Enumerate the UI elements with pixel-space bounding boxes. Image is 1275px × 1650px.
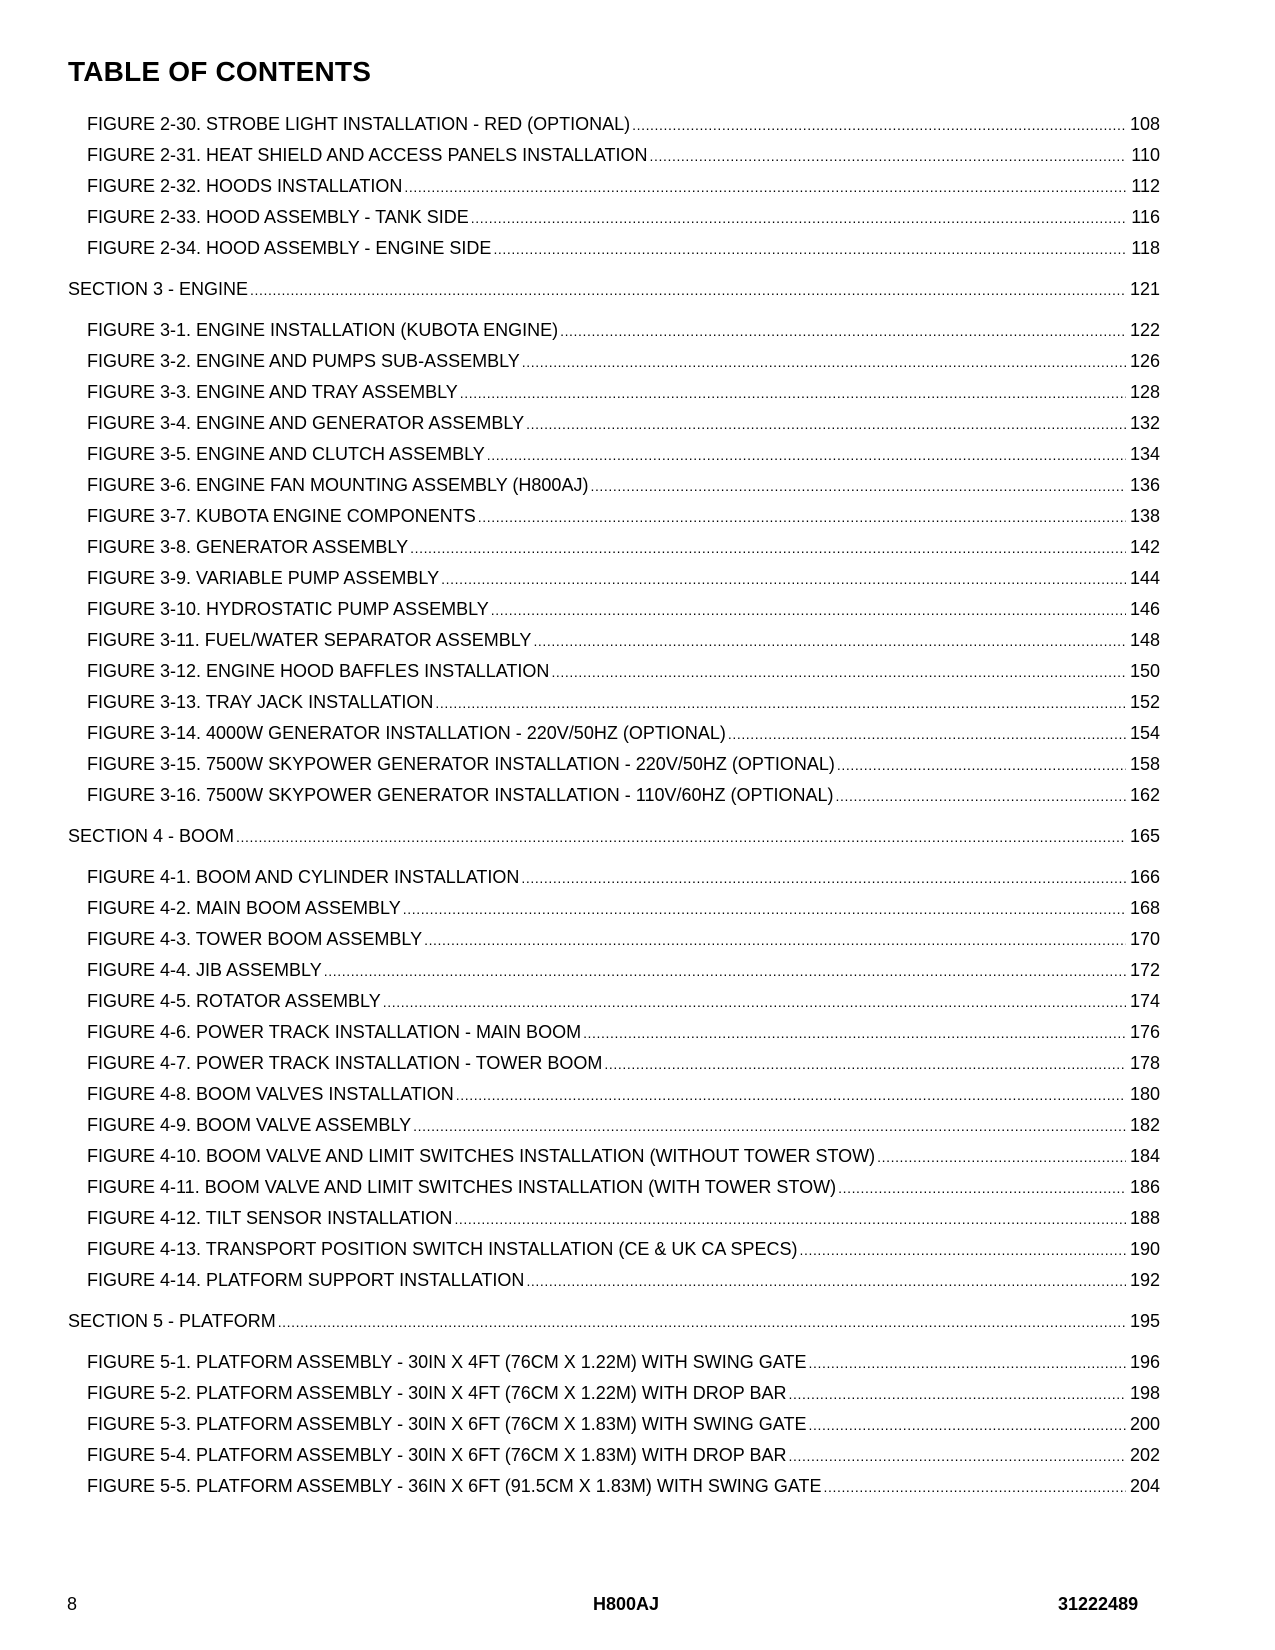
dot-leader [837, 754, 1126, 776]
toc-entry[interactable] [87, 928, 1160, 950]
toc-entry-page: 176 [1129, 1022, 1160, 1042]
dot-leader [471, 207, 1126, 229]
toc-entry-page: 152 [1129, 692, 1160, 712]
toc-entry-label: FIGURE 5-1. PLATFORM ASSEMBLY - 30IN X 4FT (76CM X 1.22M) WITH SWING GATE [87, 1352, 807, 1372]
toc-entry-label: FIGURE 2-31. HEAT SHIELD AND ACCESS PANELS INSTALLATION [87, 145, 648, 165]
toc-entry-label: FIGURE 4-13. TRANSPORT POSITION SWITCH INSTALLATION (CE & UK CA SPECS) [87, 1239, 798, 1259]
toc-entry[interactable] [87, 206, 1160, 228]
toc-entry-label: FIGURE 4-4. JIB ASSEMBLY [87, 960, 322, 980]
toc-entry-page: 122 [1129, 320, 1160, 340]
toc-entry[interactable] [87, 866, 1160, 888]
toc-entry[interactable] [87, 474, 1160, 496]
dot-leader [403, 898, 1126, 920]
footer-document-number: 31222489 [1058, 1594, 1139, 1614]
toc-entry-label: FIGURE 3-5. ENGINE AND CLUTCH ASSEMBLY [87, 444, 485, 464]
dot-leader [460, 382, 1126, 404]
dot-leader [590, 475, 1126, 497]
toc-entry-page: 165 [1129, 826, 1160, 846]
dot-leader [789, 1383, 1127, 1405]
dot-leader [789, 1445, 1127, 1467]
toc-entry-page: 132 [1129, 413, 1160, 433]
toc-entry[interactable] [87, 1021, 1160, 1043]
toc-entry-page: 118 [1131, 238, 1160, 258]
dot-leader [728, 723, 1126, 745]
toc-entry-page: 184 [1129, 1146, 1160, 1166]
toc-entry-label: FIGURE 5-3. PLATFORM ASSEMBLY - 30IN X 6FT (76CM X 1.83M) WITH SWING GATE [87, 1414, 807, 1434]
toc-entry[interactable] [87, 1444, 1160, 1466]
toc-entry-page: 182 [1129, 1115, 1160, 1135]
toc-entry[interactable] [87, 175, 1160, 197]
toc-entry[interactable] [87, 505, 1160, 527]
toc-entry[interactable] [87, 1269, 1160, 1291]
toc-entry[interactable] [87, 1238, 1160, 1260]
toc-entry-label: FIGURE 3-16. 7500W SKYPOWER GENERATOR INSTALLATION - 110V/60HZ (OPTIONAL) [87, 785, 834, 805]
toc-entry-page: 195 [1129, 1311, 1160, 1331]
dot-leader [424, 929, 1126, 951]
toc-entry-label: FIGURE 4-11. BOOM VALVE AND LIMIT SWITCHES INSTALLATION (WITH TOWER STOW) [87, 1177, 837, 1197]
toc-entry-label: FIGURE 3-2. ENGINE AND PUMPS SUB-ASSEMBLY [87, 351, 520, 371]
toc-entry-page: 202 [1129, 1445, 1160, 1465]
toc-entry[interactable] [87, 113, 1160, 135]
toc-entry[interactable] [87, 959, 1160, 981]
toc-entry-label: FIGURE 3-11. FUEL/WATER SEPARATOR ASSEMBLY [87, 630, 532, 650]
toc-entry-page: 180 [1129, 1084, 1160, 1104]
dot-leader [404, 176, 1126, 198]
toc-entry-label: FIGURE 4-7. POWER TRACK INSTALLATION - TOWER BOOM [87, 1053, 603, 1073]
toc-entry-page: 162 [1129, 785, 1160, 805]
toc-entry[interactable] [87, 350, 1160, 372]
toc-entry[interactable] [87, 1083, 1160, 1105]
dot-leader [487, 444, 1126, 466]
toc-entry[interactable] [87, 1413, 1160, 1435]
dot-leader [435, 692, 1126, 714]
toc-entry-label: FIGURE 4-12. TILT SENSOR INSTALLATION [87, 1208, 453, 1228]
toc-entry[interactable] [87, 1351, 1160, 1373]
toc-entry[interactable] [87, 412, 1160, 434]
dot-leader [250, 279, 1126, 301]
toc-entry-page: 144 [1129, 568, 1160, 588]
toc-entry-label: FIGURE 3-8. GENERATOR ASSEMBLY [87, 537, 409, 557]
toc-entry-page: 196 [1129, 1352, 1160, 1372]
footer-page-number: 8 [67, 1594, 78, 1614]
toc-entry[interactable] [87, 237, 1160, 259]
dot-leader [324, 960, 1126, 982]
dot-leader [560, 320, 1126, 342]
dot-leader [823, 1476, 1126, 1498]
dot-leader [493, 238, 1126, 260]
toc-entry-label: FIGURE 3-12. ENGINE HOOD BAFFLES INSTALLATION [87, 661, 550, 681]
dot-leader [604, 1053, 1126, 1075]
toc-entry-label: FIGURE 3-15. 7500W SKYPOWER GENERATOR INSTALLATION - 220V/50HZ (OPTIONAL) [87, 754, 835, 774]
toc-entry-label: FIGURE 2-33. HOOD ASSEMBLY - TANK SIDE [87, 207, 469, 227]
dot-leader [650, 145, 1127, 167]
toc-entry-label: FIGURE 4-2. MAIN BOOM ASSEMBLY [87, 898, 401, 918]
dot-leader [454, 1208, 1126, 1230]
dot-leader [478, 506, 1126, 528]
toc-entry-page: 112 [1131, 176, 1160, 196]
dot-leader [410, 537, 1126, 559]
dot-leader [799, 1239, 1126, 1261]
toc-entry[interactable] [87, 319, 1160, 341]
dot-leader [808, 1414, 1126, 1436]
toc-entry-page: 116 [1131, 207, 1160, 227]
toc-entry-label: FIGURE 3-9. VARIABLE PUMP ASSEMBLY [87, 568, 440, 588]
toc-entry[interactable] [87, 1114, 1160, 1136]
toc-entry[interactable] [87, 381, 1160, 403]
toc-entry-label: SECTION 3 - ENGINE [68, 279, 249, 299]
toc-entry-label: FIGURE 3-13. TRAY JACK INSTALLATION [87, 692, 434, 712]
toc-entry[interactable] [87, 660, 1160, 682]
toc-entry[interactable] [87, 1475, 1160, 1497]
dot-leader [583, 1022, 1126, 1044]
dot-leader [526, 413, 1126, 435]
toc-entry-label: FIGURE 4-8. BOOM VALVES INSTALLATION [87, 1084, 454, 1104]
toc-entry-page: 174 [1129, 991, 1160, 1011]
dot-leader [278, 1311, 1126, 1333]
toc-entry[interactable] [87, 1052, 1160, 1074]
toc-entry[interactable] [87, 1176, 1160, 1198]
toc-entry-page: 154 [1129, 723, 1160, 743]
toc-entry-page: 186 [1129, 1177, 1160, 1197]
toc-entry-label: FIGURE 3-7. KUBOTA ENGINE COMPONENTS [87, 506, 476, 526]
toc-entry-label: FIGURE 5-5. PLATFORM ASSEMBLY - 36IN X 6FT (91.5CM X 1.83M) WITH SWING GATE [87, 1476, 822, 1496]
toc-entry-page: 168 [1129, 898, 1160, 918]
toc-entry-page: 170 [1129, 929, 1160, 949]
toc-entry-page: 126 [1129, 351, 1160, 371]
toc-entry[interactable] [87, 144, 1160, 166]
toc-entry-page: 188 [1129, 1208, 1160, 1228]
toc-entry-label: FIGURE 5-2. PLATFORM ASSEMBLY - 30IN X 4FT (76CM X 1.22M) WITH DROP BAR [87, 1383, 787, 1403]
toc-entry[interactable] [87, 722, 1160, 744]
toc-entry-page: 200 [1129, 1414, 1160, 1434]
toc-entry-page: 146 [1129, 599, 1160, 619]
toc-entry-page: 136 [1129, 475, 1160, 495]
toc-entry[interactable] [87, 1145, 1160, 1167]
toc-entry-label: FIGURE 2-32. HOODS INSTALLATION [87, 176, 403, 196]
dot-leader [838, 1177, 1126, 1199]
toc-entry[interactable] [87, 784, 1160, 806]
toc-entry-label: SECTION 4 - BOOM [68, 826, 235, 846]
toc-entry-page: 138 [1129, 506, 1160, 526]
toc-entry[interactable] [87, 598, 1160, 620]
dot-leader [521, 867, 1126, 889]
toc-entry-label: FIGURE 4-10. BOOM VALVE AND LIMIT SWITCHES INSTALLATION (WITHOUT TOWER STOW) [87, 1146, 876, 1166]
toc-section-entry[interactable] [68, 1310, 1160, 1332]
toc-entry-label: FIGURE 3-10. HYDROSTATIC PUMP ASSEMBLY [87, 599, 489, 619]
toc-entry-page: 172 [1129, 960, 1160, 980]
toc-entry-page: 134 [1129, 444, 1160, 464]
toc-entry-label: FIGURE 4-1. BOOM AND CYLINDER INSTALLATION [87, 867, 520, 887]
dot-leader [808, 1352, 1126, 1374]
dot-leader [383, 991, 1126, 1013]
toc-entry-page: 128 [1129, 382, 1160, 402]
toc-entry-page: 166 [1129, 867, 1160, 887]
dot-leader [522, 351, 1126, 373]
toc-entry-page: 190 [1129, 1239, 1160, 1259]
dot-leader [236, 826, 1126, 848]
toc-entry[interactable] [87, 443, 1160, 465]
toc-entry-page: 148 [1129, 630, 1160, 650]
toc-entry-label: FIGURE 3-3. ENGINE AND TRAY ASSEMBLY [87, 382, 458, 402]
dot-leader [456, 1084, 1126, 1106]
dot-leader [533, 630, 1126, 652]
toc-entry-label: FIGURE 4-9. BOOM VALVE ASSEMBLY [87, 1115, 412, 1135]
toc-entry[interactable] [87, 897, 1160, 919]
dot-leader [632, 114, 1126, 136]
toc-entry[interactable] [87, 753, 1160, 775]
toc-entry-label: FIGURE 4-5. ROTATOR ASSEMBLY [87, 991, 381, 1011]
toc-entry-page: 204 [1129, 1476, 1160, 1496]
toc-entry-label: FIGURE 5-4. PLATFORM ASSEMBLY - 30IN X 6FT (76CM X 1.83M) WITH DROP BAR [87, 1445, 787, 1465]
dot-leader [491, 599, 1126, 621]
dot-leader [441, 568, 1126, 590]
toc-entry[interactable] [87, 536, 1160, 558]
toc-entry[interactable] [87, 1382, 1160, 1404]
toc-entry-page: 108 [1129, 114, 1160, 134]
toc-entry-label: FIGURE 3-1. ENGINE INSTALLATION (KUBOTA ENGINE) [87, 320, 559, 340]
toc-entry-page: 158 [1129, 754, 1160, 774]
toc-entry-page: 121 [1129, 279, 1160, 299]
toc-entry-label: FIGURE 3-6. ENGINE FAN MOUNTING ASSEMBLY (H800AJ) [87, 475, 589, 495]
page-title: TABLE OF CONTENTS [68, 56, 372, 87]
dot-leader [836, 785, 1126, 807]
toc-entry-page: 110 [1131, 145, 1160, 165]
toc-entry[interactable] [87, 1207, 1160, 1229]
toc-entry[interactable] [87, 629, 1160, 651]
toc-section-entry[interactable] [68, 825, 1160, 847]
toc-entry-page: 142 [1129, 537, 1160, 557]
toc-entry-label: FIGURE 4-3. TOWER BOOM ASSEMBLY [87, 929, 423, 949]
toc-entry-label: FIGURE 4-6. POWER TRACK INSTALLATION - MAIN BOOM [87, 1022, 582, 1042]
dot-leader [877, 1146, 1126, 1168]
dot-leader [413, 1115, 1126, 1137]
toc-entry[interactable] [87, 990, 1160, 1012]
toc-entry-label: SECTION 5 - PLATFORM [68, 1311, 276, 1331]
toc-entry-label: FIGURE 2-34. HOOD ASSEMBLY - ENGINE SIDE [87, 238, 492, 258]
dot-leader [526, 1270, 1126, 1292]
toc-section-entry[interactable] [68, 278, 1160, 300]
toc-entry-label: FIGURE 2-30. STROBE LIGHT INSTALLATION - RED (OPTIONAL) [87, 114, 631, 134]
toc-entry-page: 178 [1129, 1053, 1160, 1073]
toc-entry-label: FIGURE 3-14. 4000W GENERATOR INSTALLATION - 220V/50HZ (OPTIONAL) [87, 723, 726, 743]
footer-model: H800AJ [593, 1594, 660, 1614]
toc-entry-page: 192 [1129, 1270, 1160, 1290]
toc-entry-page: 198 [1129, 1383, 1160, 1403]
toc-entry[interactable] [87, 567, 1160, 589]
toc-entry-label: FIGURE 4-14. PLATFORM SUPPORT INSTALLATION [87, 1270, 525, 1290]
dot-leader [551, 661, 1126, 683]
toc-entry-page: 150 [1129, 661, 1160, 681]
toc-entry-label: FIGURE 3-4. ENGINE AND GENERATOR ASSEMBLY [87, 413, 525, 433]
toc-entry[interactable] [87, 691, 1160, 713]
